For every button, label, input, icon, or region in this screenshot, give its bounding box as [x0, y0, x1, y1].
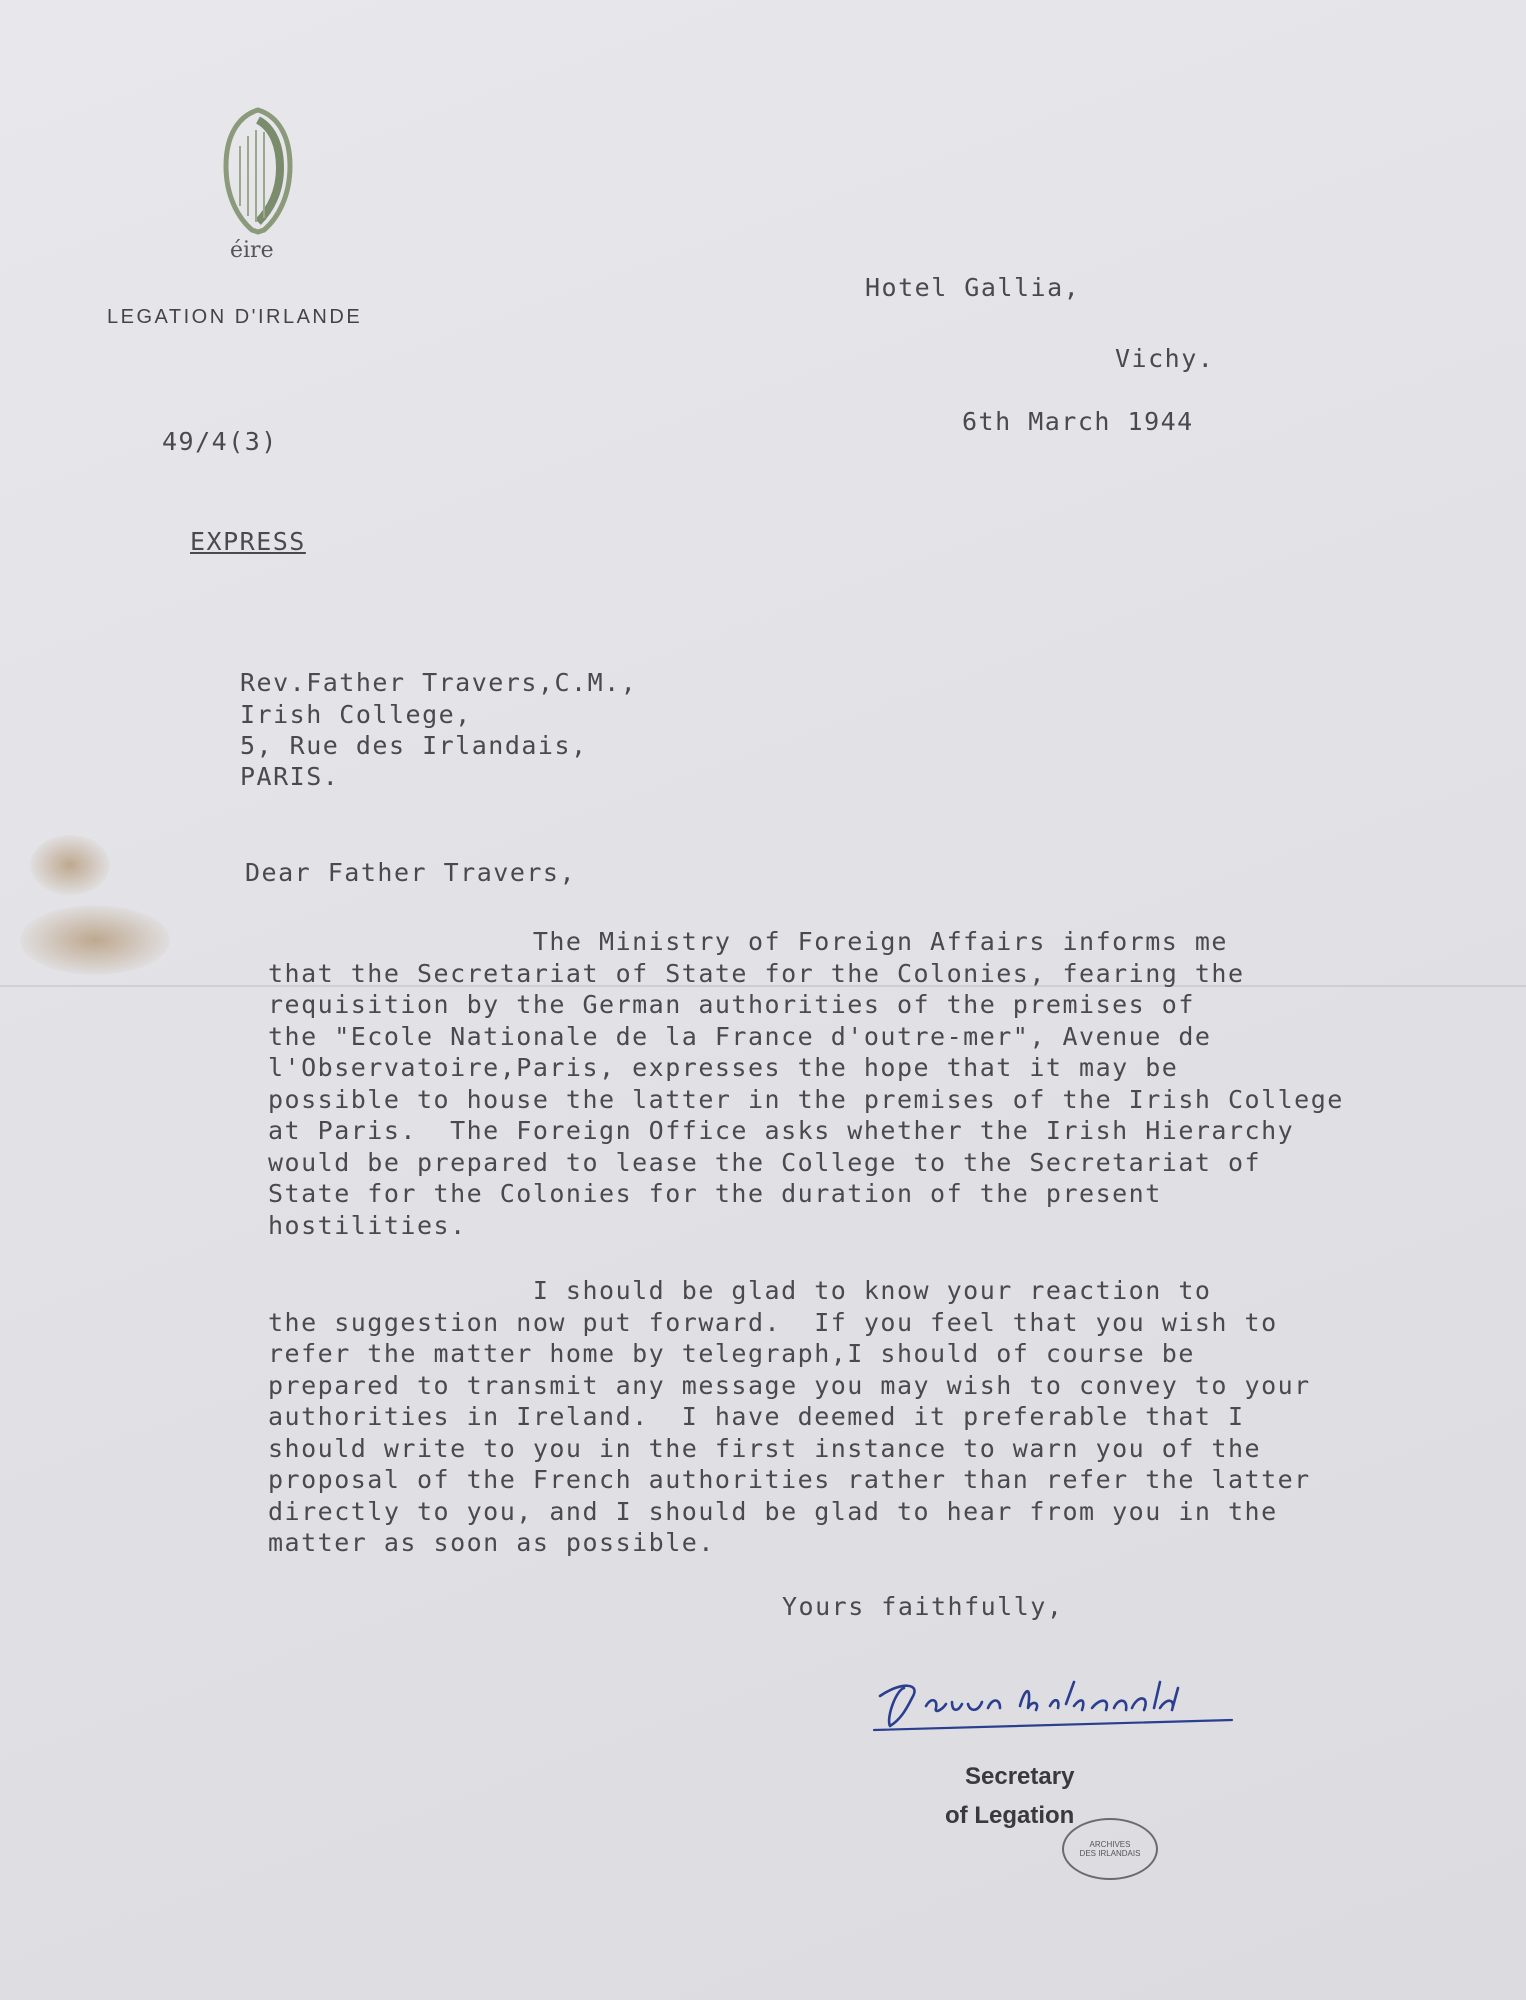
body-line: the suggestion now put forward. If you feel that you wish to: [268, 1307, 1278, 1337]
body-line: The Ministry of Foreign Affairs informs me: [268, 927, 1228, 956]
body-line: l'Observatoire,Paris, expresses the hope that it may be: [268, 1053, 1179, 1082]
body-line: directly to you, and I should be glad to hear from you in the: [268, 1496, 1278, 1526]
closing: Yours faithfully,: [782, 1592, 1064, 1621]
body-line: refer the matter home by telegraph,I should of course be: [268, 1339, 1195, 1368]
body-paragraph-1: [268, 926, 1518, 1241]
recipient-street: 5, Rue des Irlandais,: [240, 731, 588, 760]
archive-stamp: [1062, 1818, 1158, 1880]
recipient-city: PARIS.: [240, 762, 340, 791]
stamp-text: ARCHIVES: [1089, 1840, 1131, 1849]
body-line: possible to house the latter in the premises of the Irish College: [268, 1084, 1344, 1114]
body-line: prepared to transmit any message you may wish to convey to your: [268, 1370, 1311, 1400]
body-paragraph-2: [268, 1275, 1518, 1559]
body-line: matter as soon as possible.: [268, 1528, 715, 1557]
recipient-institution: Irish College,: [240, 700, 472, 729]
reference-number: 49/4(3): [162, 427, 278, 456]
stamp-text: DES IRLANDAIS: [1079, 1849, 1141, 1858]
signatory-title: of Legation: [945, 1802, 1075, 1829]
body-line: requisition by the German authorities of the premises of: [268, 990, 1195, 1019]
harp-icon: [218, 106, 298, 236]
eire-text: éire: [230, 238, 274, 263]
body-line: that the Secretariat of State for the Colonies, fearing the: [268, 958, 1245, 988]
stain-mark: [30, 835, 110, 895]
salutation: Dear Father Travers,: [245, 858, 577, 887]
body-line: hostilities.: [268, 1210, 467, 1240]
body-line: the "Ecole Nationale de la France d'outre-mer", Avenue de: [268, 1021, 1212, 1051]
express-marking: EXPRESS: [190, 527, 306, 556]
body-line: proposal of the French authorities rather than refer the latter: [268, 1465, 1311, 1494]
letter-date: 6th March 1944: [962, 407, 1194, 436]
body-line: would be prepared to lease the College to the Secretariat of: [268, 1147, 1262, 1177]
signatory-title: Secretary: [965, 1763, 1075, 1790]
legation-heading: LEGATION D'IRLANDE: [107, 306, 363, 328]
handwritten-signature: [860, 1668, 1240, 1738]
address-line-hotel: Hotel Gallia,: [865, 273, 1081, 302]
body-line: I should be glad to know your reaction to: [268, 1276, 1212, 1305]
body-line: should write to you in the first instance to warn you of the: [268, 1433, 1262, 1463]
body-line: State for the Colonies for the duration of the present: [268, 1179, 1162, 1208]
address-line-city: Vichy.: [1115, 344, 1215, 373]
body-line: at Paris. The Foreign Office asks whether the Irish Hierarchy: [268, 1116, 1295, 1145]
recipient-name: Rev.Father Travers,C.M.,: [240, 668, 638, 697]
stain-mark: [20, 905, 170, 975]
body-line: authorities in Ireland. I have deemed it preferable that I: [268, 1402, 1245, 1431]
